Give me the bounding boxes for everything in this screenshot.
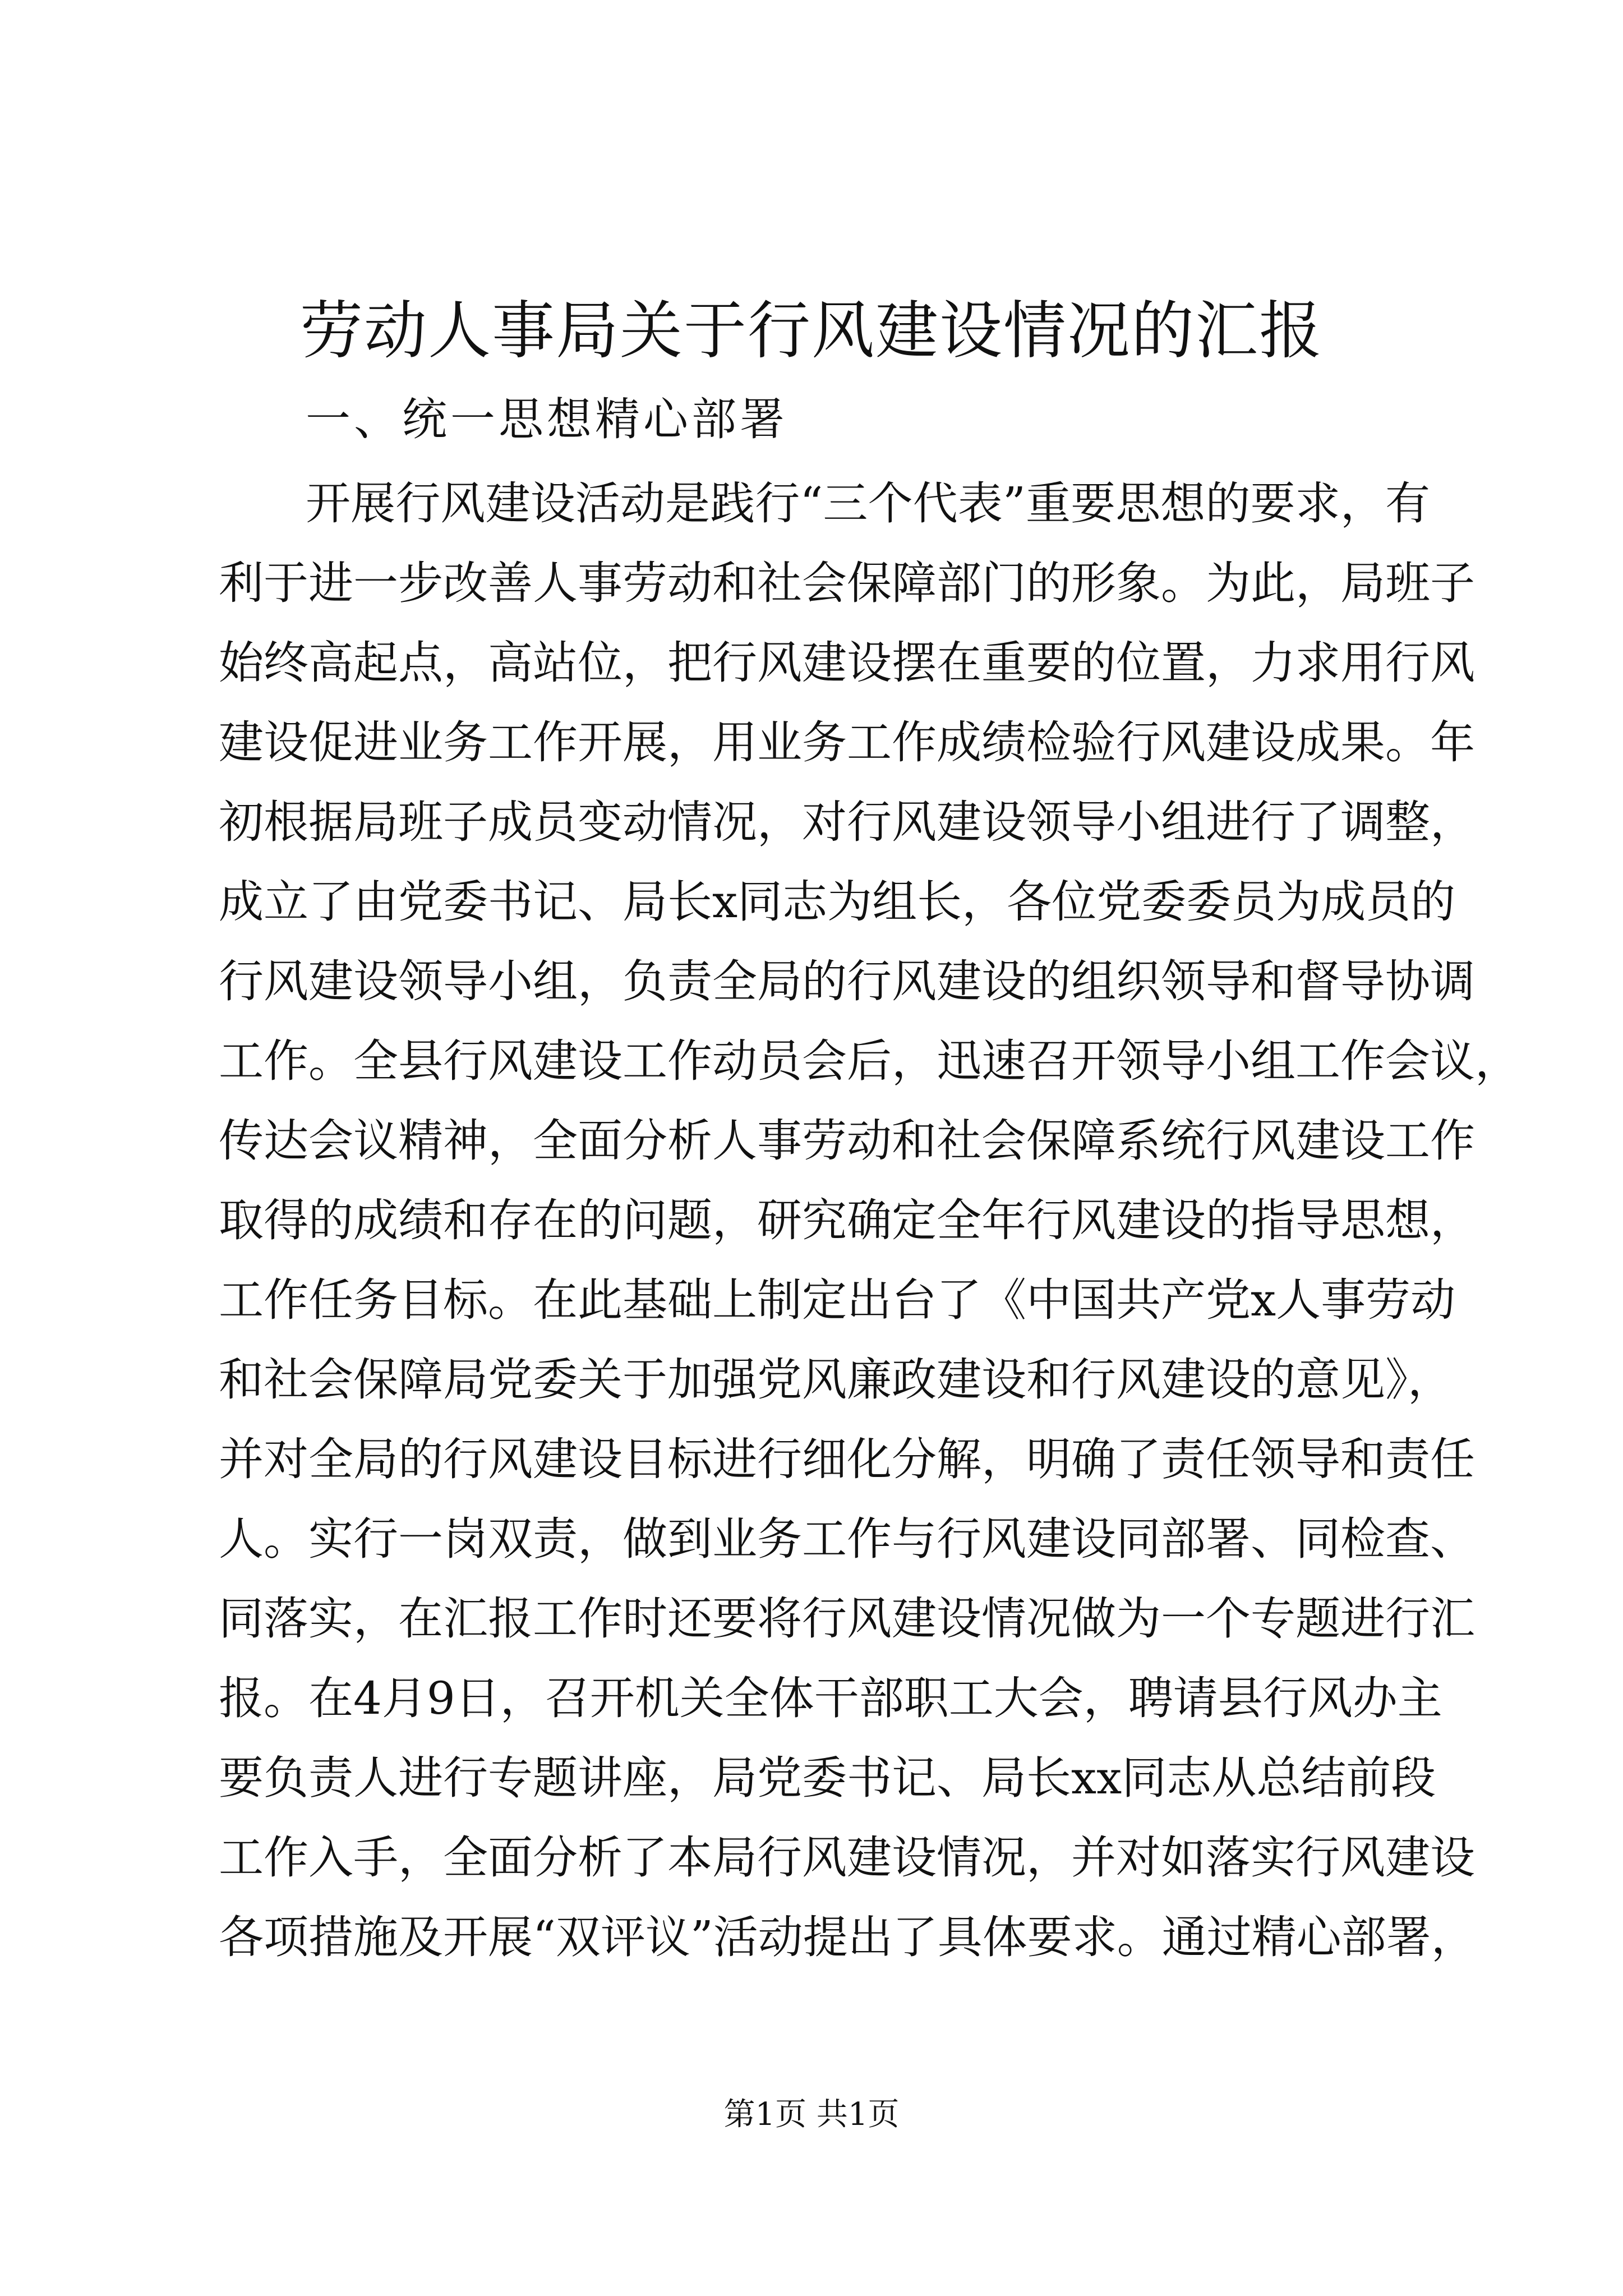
- paragraph-line: 要负责人进行专题讲座，局党委书记、局长xx同志从总结前段: [219, 1752, 1436, 1804]
- paragraph-line: 和社会保障局党委关于加强党风廉政建设和行风建设的意见》，: [219, 1354, 1453, 1406]
- paragraph-line: 开展行风建设活动是践行“三个代表”重要思想的要求，有: [306, 477, 1430, 530]
- paragraph-line: 利于进一步改善人事劳动和社会保障部门的形象。为此，局班子: [219, 557, 1475, 609]
- paragraph-line: 工作入手，全面分析了本局行风建设情况，并对如落实行风建设: [219, 1832, 1475, 1884]
- paragraph-line: 工作。全县行风建设工作动员会后，迅速召开领导小组工作会议，: [219, 1035, 1520, 1087]
- paragraph-line: 成立了由党委书记、局长x同志为组长，各位党委委员为成员的: [219, 876, 1456, 928]
- paragraph-line: 同落实，在汇报工作时还要将行风建设情况做为一个专题进行汇: [219, 1593, 1475, 1645]
- paragraph-line: 报。在4月9日，召开机关全体干部职工大会，聘请县行风办主: [219, 1672, 1442, 1724]
- paragraph-line: 初根据局班子成员变动情况，对行风建设领导小组进行了调整，: [219, 796, 1475, 848]
- paragraph-line: 各项措施及开展“双评议”活动提出了具体要求。通过精心部署，: [219, 1911, 1476, 1963]
- paragraph-line: 取得的成绩和存在的问题，研究确定全年行风建设的指导思想，: [219, 1194, 1475, 1246]
- section-heading: 一、统一思想精心部署: [306, 393, 788, 445]
- page-footer: 第1页 共1页: [723, 2096, 900, 2133]
- paragraph-line: 并对全局的行风建设目标进行细化分解，明确了责任领导和责任: [219, 1433, 1475, 1485]
- paragraph-line: 工作任务目标。在此基础上制定出台了《中国共产党x人事劳动: [219, 1274, 1456, 1326]
- paragraph-line: 人。实行一岗双责，做到业务工作与行风建设同部署、同检查、: [219, 1513, 1475, 1565]
- paragraph-line: 始终高起点，高站位，把行风建设摆在重要的位置，力求用行风: [219, 637, 1475, 689]
- paragraph-line: 建设促进业务工作开展，用业务工作成绩检验行风建设成果。年: [219, 716, 1475, 769]
- paragraph-line: 传达会议精神，全面分析人事劳动和社会保障系统行风建设工作: [219, 1115, 1475, 1167]
- document-title: 劳动人事局关于行风建设情况的汇报: [300, 295, 1323, 368]
- paragraph-line: 行风建设领导小组，负责全局的行风建设的组织领导和督导协调: [219, 955, 1475, 1007]
